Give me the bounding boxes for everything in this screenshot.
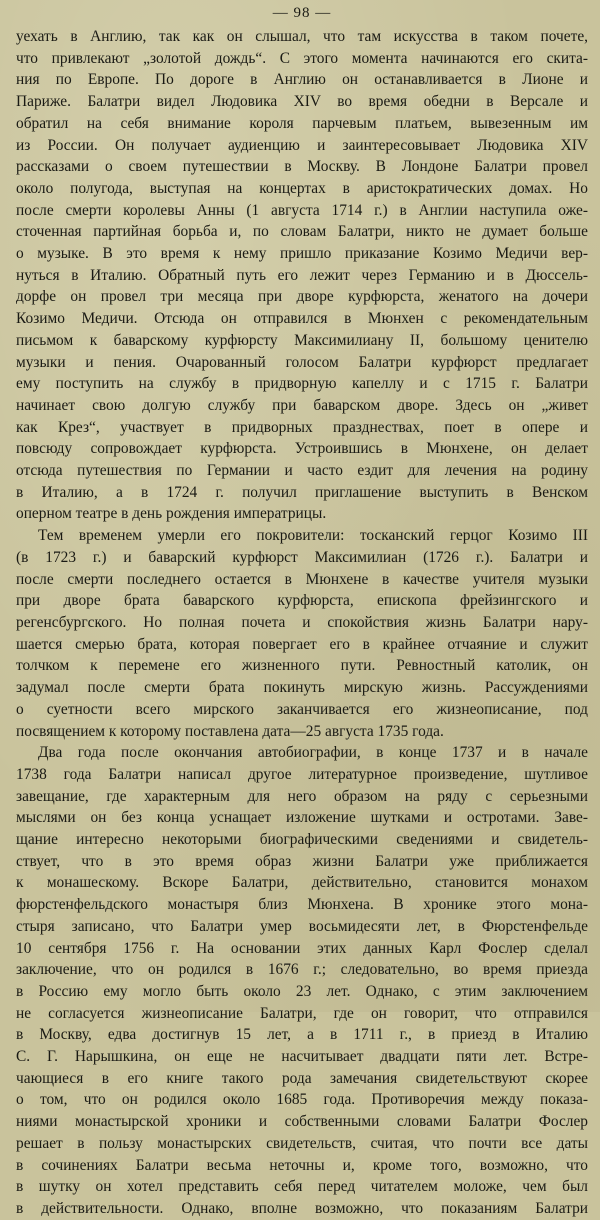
text-line: задумал после смерти брата покинуть мирскую жизнь. Рассуждениями <box>16 679 588 697</box>
text-line: фюрстенфельдского монастыря близ Мюнхена. В хронике этого мона- <box>16 896 588 914</box>
text-line: стыря записано, что Балатри умер восьмидесяти лет, в Фюрстенфельде <box>16 917 588 935</box>
text-line: С. Г. Нарышкина, он еще не насчитывает двадцати пяти лет. Встре- <box>16 1048 588 1066</box>
text-line: Париже. Балатри видел Людовика XIV во время обедни в Версале и <box>16 93 588 111</box>
text-line: при дворе брата баварского курфюрста, епископа фрейзингского и <box>16 592 588 610</box>
text-line: письмом к баварскому курфюрсту Максимилиану II, большому ценителю <box>16 331 588 349</box>
text-line: в Москву, едва достигнув 15 лет, а в 1711 г., в приезд в Италию <box>16 1026 588 1044</box>
text-line: отсюда путешествия по Германии и часто ездит для лечения на родину <box>16 462 588 480</box>
text-line: о том, что он родился около 1685 года. Противоречия между показа- <box>16 1091 588 1109</box>
paragraph <box>16 525 588 742</box>
text-line: в действительности. Однако, вполне возможно, что показаниям Балатри <box>16 1199 588 1217</box>
text-line: нуться в Италию. Обратный путь его лежит через Германию и в Дюссель- <box>16 266 588 284</box>
text-line: в Россию ему могло быть около 23 лет. Однако, с этим заключением <box>16 982 588 1000</box>
text-line: в Италию, а в 1724 г. получил приглашение выступить в Венском <box>16 483 588 501</box>
text-line: начинает свою долгую службу при баварском дворе. Здесь он „живет <box>16 396 588 414</box>
text-body <box>16 26 588 1220</box>
text-line: в шутку он хотел представить себя перед читателем моложе, чем был <box>16 1178 588 1196</box>
text-line: шается смерью брата, которая повергает его в крайнее отчаяние и служит <box>16 635 588 653</box>
text-line: оперном театре в день рождения императрицы. <box>16 505 327 523</box>
text-line: что привлекают „золотой дождь“. С этого момента начинаются его скита- <box>16 49 588 67</box>
text-line: завещание, где характерным для него образом на ряду с серьезными <box>16 787 588 805</box>
text-line: повсюду сопровождает курфюрста. Устроившись в Мюнхене, он делает <box>16 440 588 458</box>
text-line: к монашескому. Вскоре Балатри, действительно, становится монахом <box>16 874 588 892</box>
text-line: (в 1723 г.) и баварский курфюрст Максимилиан (1726 г.). Балатри и <box>16 548 588 566</box>
text-line: 10 сентября 1756 г. На основании этих данных Карл Фослер сделал <box>16 939 588 957</box>
text-line: ствует, что в это время образ жизни Балатри уже приближается <box>16 852 588 870</box>
text-line: 1738 года Балатри написал другое литературное произведение, шутливое <box>16 765 588 783</box>
text-line: рассказами о своем путешествии в Москву. В Лондоне Балатри провел <box>16 158 588 176</box>
text-line: из России. Он получает аудиенцию и заинтересовывает Людовика XIV <box>16 136 588 154</box>
text-line: чающиеся в его книге такого рода замечания свидетельствуют скорее <box>16 1069 588 1087</box>
text-line: около полугода, выступая на концертах в аристократических домах. Но <box>16 179 588 197</box>
text-line: толчком к перемене его жизненного пути. Ревностный католик, он <box>16 657 588 675</box>
text-line: Два года после окончания автобиографии, в конце 1737 и в начале <box>38 744 588 762</box>
text-line: регенсбургского. Но полная почета и спокойствия жизнь Балатри нару- <box>16 613 588 631</box>
text-line: Тем временем умерли его покровители: тосканский герцог Козимо III <box>38 527 588 545</box>
text-line: после смерти королевы Анны (1 августа 1714 г.) в Англии наступила оже- <box>16 201 588 219</box>
text-line: сточенная партийная борьба и, по словам Балатри, никто не думает больше <box>16 223 588 241</box>
text-line: мыслями он без конца уснащает изложение шутками и остротами. Заве- <box>16 809 588 827</box>
text-line: решает в пользу монастырских свидетельств, считая, что почти все даты <box>16 1134 588 1152</box>
text-line: не согласуется жизнеописание Балатри, где он говорит, что отправился <box>16 1004 588 1022</box>
text-line: посвящением к которому поставлена дата—25 августа 1735 года. <box>16 722 444 740</box>
text-line: в сочинениях Балатри весьма неточны и, кроме того, возможно, что <box>16 1156 588 1174</box>
text-line: уехать в Англию, так как он слышал, что там искусства в таком почете, <box>16 28 588 45</box>
text-line: после смерти последнего остается в Мюнхене в качестве учителя музыки <box>16 570 588 588</box>
text-line: музыки и пения. Очарованный голосом Балатри курфюрст предлагает <box>16 353 588 371</box>
text-line: дорфе он провел три месяца при дворе курфюрста, женатого на дочери <box>16 288 588 306</box>
text-line: о суетности всего мирского заканчивается его жизнеописание, под <box>16 700 588 718</box>
text-line: ему поступить на службу в придворную капеллу и с 1715 г. Балатри <box>16 375 588 393</box>
text-line: о музыке. В это время к нему пришло приказание Козимо Медичи вер- <box>16 245 588 263</box>
paragraph <box>16 26 588 525</box>
paragraph <box>16 742 588 1219</box>
text-line: как Крез“, участвует в придворных празднествах, поет в опере и <box>16 418 588 436</box>
page-number: — 98 — <box>272 5 332 21</box>
text-line: щание интересно некоторыми биографическими сведениями и свидетель- <box>16 831 588 849</box>
text-line: обратил на себя внимание короля парчевым платьем, вывезенным им <box>16 114 588 132</box>
text-line: ния по Европе. По дороге в Англию он останавливается в Лионе и <box>16 71 588 89</box>
text-line: заключение, что он родился в 1676 г.; следовательно, во время приезда <box>16 961 588 979</box>
text-line: Козимо Медичи. Отсюда он отправился в Мюнхен с рекомендательным <box>16 310 588 328</box>
text-line: ниями монастырской хроники и собственными словами Балатри Фослер <box>16 1113 588 1131</box>
